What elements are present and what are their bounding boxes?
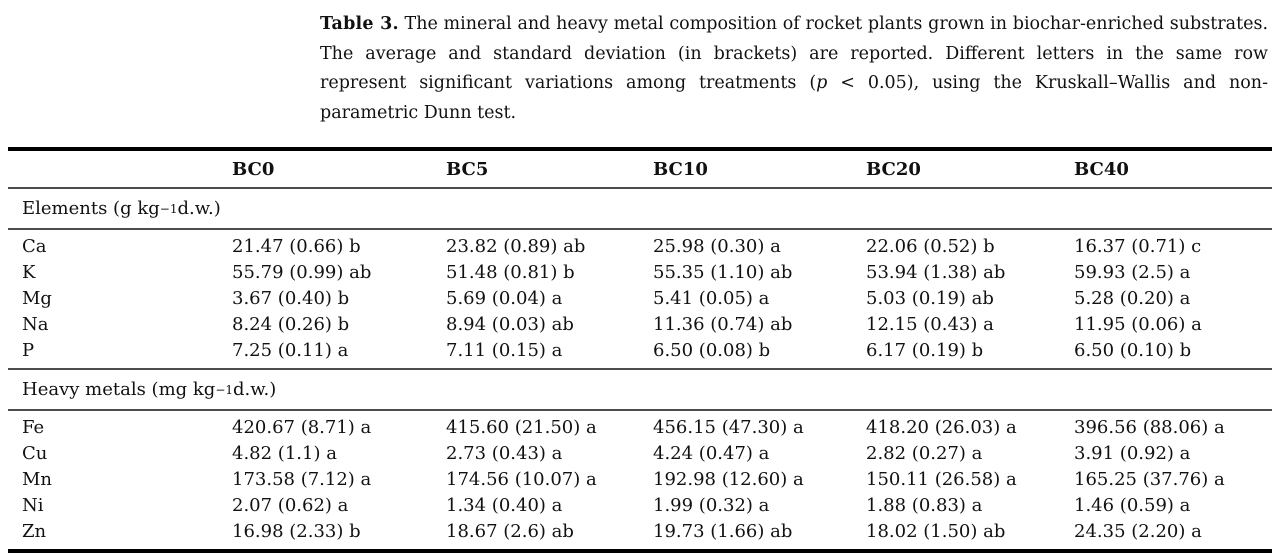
value-cell: 53.94 (1.38) ab [866, 262, 1006, 283]
value-cell: 6.50 (0.08) b [653, 340, 771, 361]
table-row [22, 519, 1258, 545]
data-table [8, 147, 1272, 553]
section-title: Heavy metals (mg kg [22, 379, 216, 400]
value-cell: 16.98 (2.33) b [232, 521, 361, 542]
value-cell: 5.69 (0.04) a [446, 288, 563, 309]
value-cell: 418.20 (26.03) a [866, 417, 1017, 438]
value-cell: 5.03 (0.19) ab [866, 288, 994, 309]
value-cell: 22.06 (0.52) b [866, 236, 995, 257]
value-cell: 5.28 (0.20) a [1074, 288, 1191, 309]
column-header-bc5: BC5 [446, 158, 489, 180]
page [0, 10, 1280, 553]
value-cell: 8.94 (0.03) ab [446, 314, 574, 335]
value-cell: 23.82 (0.89) ab [446, 236, 586, 257]
value-cell: 1.46 (0.59) a [1074, 495, 1191, 516]
value-cell: 2.82 (0.27) a [866, 443, 983, 464]
element-name-cell: Fe [22, 417, 45, 438]
caption-body-before: The mineral and heavy metal composition of rocket plants grown in biochar-enriched substrates. The average and standard deviation (in brackets) are reported. Different letters in the same row represent significant variations among treatments ( [320, 14, 1269, 93]
section-rows [8, 411, 1272, 549]
value-cell: 4.24 (0.47) a [653, 443, 770, 464]
section-title-suffix: d.w.) [233, 379, 277, 400]
section-rows [8, 230, 1272, 368]
section-title-suffix: d.w.) [177, 198, 221, 219]
table-row [22, 234, 1258, 260]
table-row [22, 441, 1258, 467]
table-body [8, 187, 1272, 549]
section-header-row: Heavy metals (mg kg −1 d.w.) [22, 379, 277, 400]
column-header-bc10: BC10 [653, 158, 708, 180]
element-name-cell: Zn [22, 521, 47, 542]
table-row [22, 338, 1258, 364]
value-cell: 7.25 (0.11) a [232, 340, 349, 361]
caption-label: Table 3. [320, 14, 399, 34]
value-cell: 173.58 (7.12) a [232, 469, 372, 490]
value-cell: 165.25 (37.76) a [1074, 469, 1225, 490]
value-cell: 11.95 (0.06) a [1074, 314, 1202, 335]
value-cell: 420.67 (8.71) a [232, 417, 372, 438]
element-name-cell: Ni [22, 495, 44, 516]
value-cell: 59.93 (2.5) a [1074, 262, 1191, 283]
element-name-cell: Mn [22, 469, 53, 490]
value-cell: 3.91 (0.92) a [1074, 443, 1191, 464]
value-cell: 2.07 (0.62) a [232, 495, 349, 516]
value-cell: 51.48 (0.81) b [446, 262, 575, 283]
table-caption [320, 10, 1268, 128]
value-cell: 24.35 (2.20) a [1074, 521, 1202, 542]
table-row [22, 312, 1258, 338]
value-cell: 6.50 (0.10) b [1074, 340, 1192, 361]
section-header-row: Elements (g kg −1 d.w.) [22, 198, 221, 219]
element-name-cell: Na [22, 314, 49, 335]
caption-p-symbol: p [816, 73, 828, 93]
element-name-cell: P [22, 340, 35, 361]
table-row [22, 493, 1258, 519]
value-cell: 3.67 (0.40) b [232, 288, 350, 309]
column-header-bc0: BC0 [232, 158, 275, 180]
value-cell: 8.24 (0.26) b [232, 314, 350, 335]
value-cell: 192.98 (12.60) a [653, 469, 804, 490]
element-name-cell: K [22, 262, 36, 283]
value-cell: 12.15 (0.43) a [866, 314, 994, 335]
value-cell: 396.56 (88.06) a [1074, 417, 1225, 438]
value-cell: 5.41 (0.05) a [653, 288, 770, 309]
value-cell: 1.99 (0.32) a [653, 495, 770, 516]
table-bottom-rule [8, 549, 1272, 553]
value-cell: 18.02 (1.50) ab [866, 521, 1006, 542]
value-cell: 25.98 (0.30) a [653, 236, 781, 257]
section-title: Elements (g kg [22, 198, 160, 219]
value-cell: 1.88 (0.83) a [866, 495, 983, 516]
table-row [22, 260, 1258, 286]
value-cell: 55.79 (0.99) ab [232, 262, 372, 283]
table-header-row [8, 151, 1272, 187]
element-name-cell: Cu [22, 443, 48, 464]
element-name-cell: Ca [22, 236, 47, 257]
value-cell: 415.60 (21.50) a [446, 417, 597, 438]
value-cell: 1.34 (0.40) a [446, 495, 563, 516]
value-cell: 11.36 (0.74) ab [653, 314, 793, 335]
column-header-bc40: BC40 [1074, 158, 1129, 180]
table-row [22, 415, 1258, 441]
value-cell: 21.47 (0.66) b [232, 236, 361, 257]
value-cell: 456.15 (47.30) a [653, 417, 804, 438]
value-cell: 18.67 (2.6) ab [446, 521, 574, 542]
value-cell: 4.82 (1.1) a [232, 443, 337, 464]
value-cell: 2.73 (0.43) a [446, 443, 563, 464]
value-cell: 19.73 (1.66) ab [653, 521, 793, 542]
value-cell: 7.11 (0.15) a [446, 340, 563, 361]
value-cell: 150.11 (26.58) a [866, 469, 1017, 490]
element-name-cell: Mg [22, 288, 52, 309]
value-cell: 6.17 (0.19) b [866, 340, 984, 361]
column-header-bc20: BC20 [866, 158, 921, 180]
value-cell: 55.35 (1.10) ab [653, 262, 793, 283]
caption-body-after: < 0.05), using the Kruskall–Wallis and non-parametric Dunn test. [320, 73, 1268, 123]
table-row [22, 467, 1258, 493]
table-row [22, 286, 1258, 312]
value-cell: 174.56 (10.07) a [446, 469, 597, 490]
value-cell: 16.37 (0.71) c [1074, 236, 1202, 257]
